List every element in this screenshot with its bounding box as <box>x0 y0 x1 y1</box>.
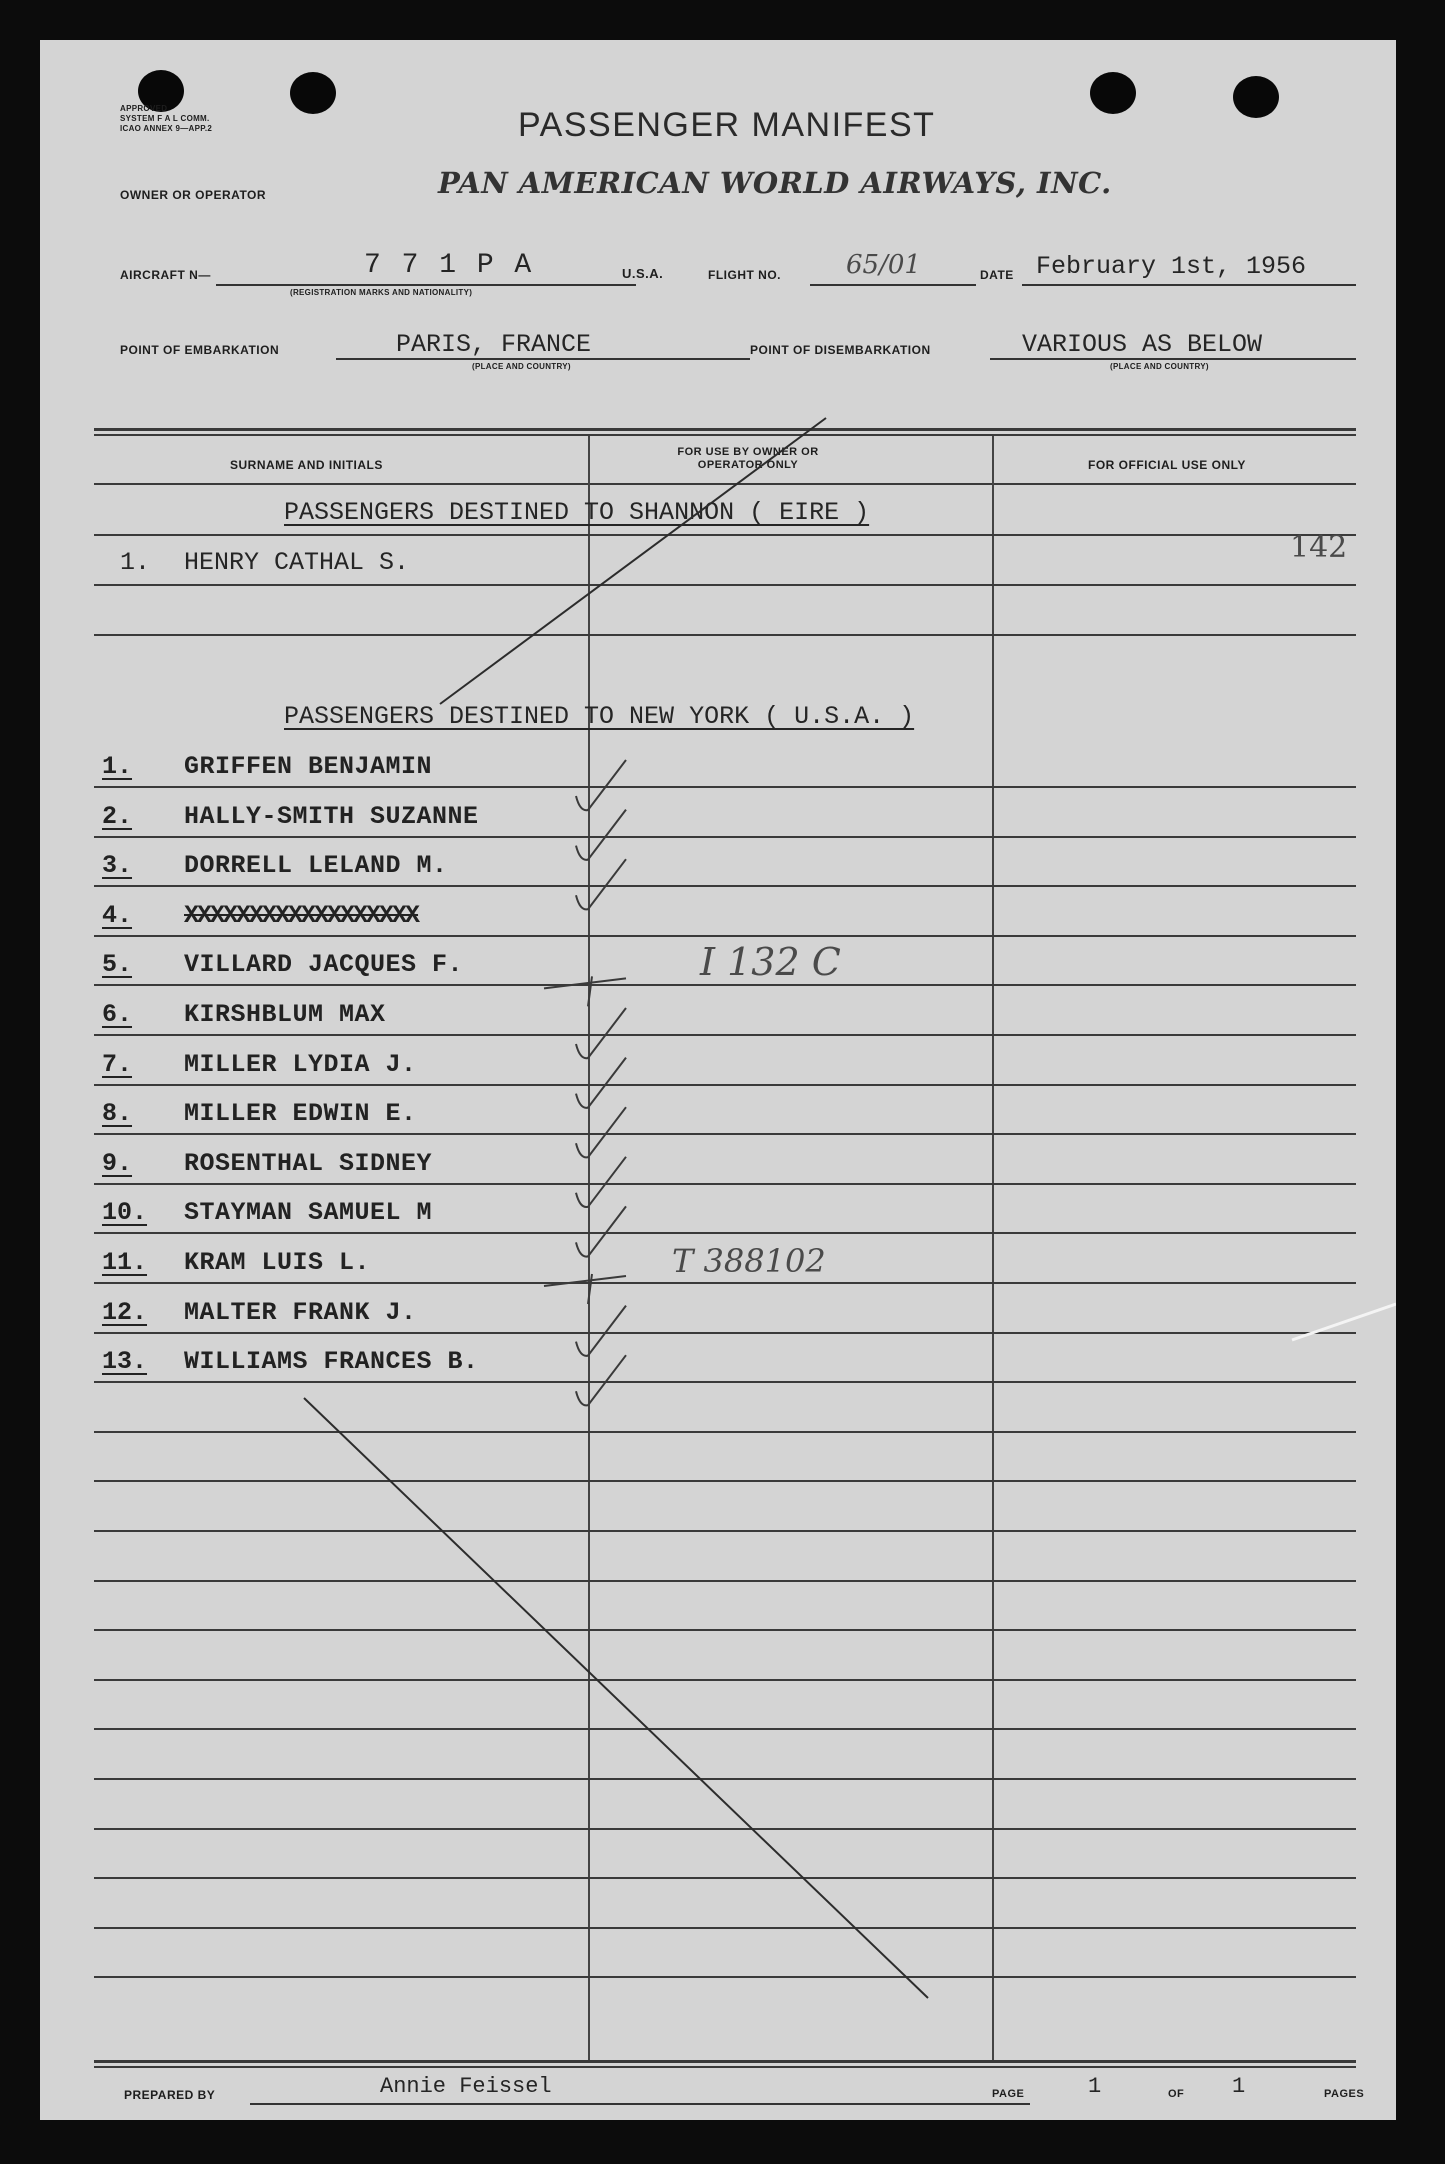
passenger-number: 8. <box>102 1099 133 1128</box>
passenger-number: 6. <box>102 1000 133 1029</box>
date-value: February 1st, 1956 <box>1036 252 1307 281</box>
check-mark <box>576 1306 626 1356</box>
approval-line: ICAO ANNEX 9—APP.2 <box>120 124 213 133</box>
check-mark <box>576 1157 626 1207</box>
passenger-number: 1. <box>120 548 151 577</box>
passenger-number: 9. <box>102 1149 133 1178</box>
prepared-by-value: Annie Feissel <box>380 2074 552 2099</box>
passenger-name: STAYMAN SAMUEL M <box>184 1198 433 1227</box>
aircraft-sub-label: (REGISTRATION MARKS AND NATIONALITY) <box>290 288 473 297</box>
check-mark <box>576 1107 626 1157</box>
country-label: U.S.A. <box>622 266 664 281</box>
check-mark <box>576 859 626 909</box>
check-mark <box>576 1206 626 1256</box>
passenger-number: 2. <box>102 802 133 831</box>
owner-operator-label: OWNER OR OPERATOR <box>120 188 267 202</box>
passenger-name: KRAM LUIS L. <box>184 1248 371 1277</box>
passenger-number: 1. <box>102 752 133 781</box>
prepared-by-label: PREPARED BY <box>124 2088 216 2102</box>
manifest-sheet <box>40 40 1396 2120</box>
check-mark <box>576 1355 626 1405</box>
check-mark <box>576 760 626 810</box>
pen-marks <box>40 40 1396 2120</box>
passenger-name: XXXXXXXXXXXXXXXXXX <box>184 901 419 930</box>
check-mark <box>576 1058 626 1108</box>
embarkation-sub-label: (PLACE AND COUNTRY) <box>472 362 571 371</box>
embarkation-label: POINT OF EMBARKATION <box>120 343 280 357</box>
page-total: 1 <box>1232 2074 1246 2099</box>
approval-line: APPROVED <box>120 104 168 113</box>
aircraft-value: 7 7 1 P A <box>364 250 534 281</box>
passenger-number: 3. <box>102 851 133 880</box>
aircraft-label: AIRCRAFT N— <box>120 268 211 282</box>
disembarkation-sub-label: (PLACE AND COUNTRY) <box>1110 362 1209 371</box>
disembarkation-value: VARIOUS AS BELOW <box>1022 330 1263 359</box>
check-mark <box>544 976 626 1006</box>
passenger-number: 5. <box>102 950 133 979</box>
flight-value: 65/01 <box>846 250 921 280</box>
passenger-name: MILLER LYDIA J. <box>184 1050 417 1079</box>
column-header-owner-use: FOR USE BY OWNER OR OPERATOR ONLY <box>677 446 819 471</box>
section-heading-new-york: PASSENGERS DESTINED TO NEW YORK ( U.S.A. ) <box>284 702 915 731</box>
pages-label: PAGES <box>1324 2088 1365 2100</box>
passenger-number: 10. <box>102 1198 148 1227</box>
flight-label: FLIGHT NO. <box>708 268 781 282</box>
stray-stroke <box>1292 1304 1396 1340</box>
page-number: 1 <box>1088 2074 1102 2099</box>
passenger-number: 12. <box>102 1298 148 1327</box>
handwritten-note: I 132 C <box>700 940 841 984</box>
passenger-number: 11. <box>102 1248 148 1277</box>
passenger-name: WILLIAMS FRANCES B. <box>184 1347 479 1376</box>
passenger-number: 13. <box>102 1347 148 1376</box>
check-mark <box>544 1274 626 1304</box>
section-heading-shannon: PASSENGERS DESTINED TO SHANNON ( EIRE ) <box>284 498 870 527</box>
date-label: DATE <box>980 268 1014 282</box>
official-note: 142 <box>1290 530 1348 565</box>
check-mark <box>576 810 626 860</box>
approval-line: SYSTEM F A L COMM. <box>120 114 210 123</box>
column-header-official-use: FOR OFFICIAL USE ONLY <box>1088 458 1246 472</box>
of-label: OF <box>1168 2088 1185 2100</box>
passenger-name: HENRY CATHAL S. <box>184 548 410 577</box>
page-title: PASSENGER MANIFEST <box>518 106 936 144</box>
passenger-number: 7. <box>102 1050 133 1079</box>
cancel-stroke <box>440 418 826 704</box>
passenger-name: MALTER FRANK J. <box>184 1298 417 1327</box>
handwritten-note: T 388102 <box>672 1242 826 1280</box>
disembarkation-label: POINT OF DISEMBARKATION <box>750 343 931 357</box>
cancel-stroke <box>304 1398 928 1998</box>
passenger-name: VILLARD JACQUES F. <box>184 950 464 979</box>
passenger-name: HALLY-SMITH SUZANNE <box>184 802 479 831</box>
passenger-number: 4. <box>102 901 133 930</box>
page-label: PAGE <box>992 2088 1025 2100</box>
passenger-name: MILLER EDWIN E. <box>184 1099 417 1128</box>
passenger-name: GRIFFEN BENJAMIN <box>184 752 433 781</box>
passenger-name: DORRELL LELAND M. <box>184 851 448 880</box>
column-header-surname: SURNAME AND INITIALS <box>230 458 383 472</box>
embarkation-value: PARIS, FRANCE <box>396 330 592 359</box>
check-mark <box>576 1008 626 1058</box>
passenger-name: ROSENTHAL SIDNEY <box>184 1149 433 1178</box>
passenger-name: KIRSHBLUM MAX <box>184 1000 386 1029</box>
airline-name: PAN AMERICAN WORLD AIRWAYS, INC. <box>438 166 1112 200</box>
